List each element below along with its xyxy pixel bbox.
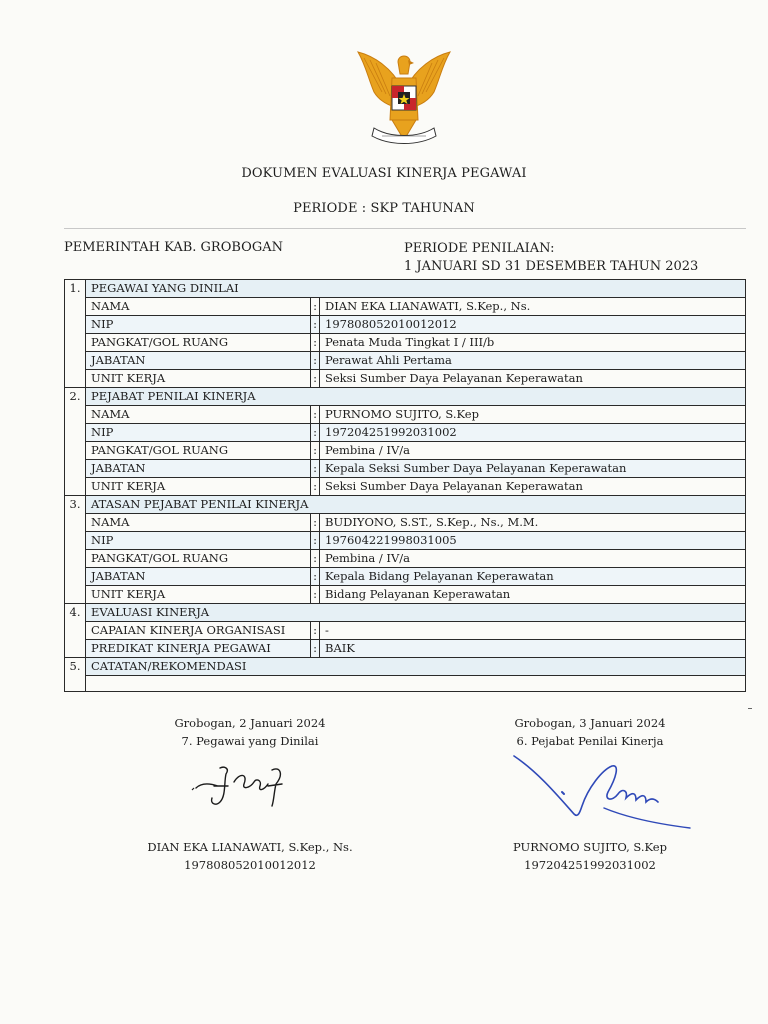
signature-left-mark (190, 762, 300, 810)
field-value: Penata Muda Tingkat I / III/b (320, 334, 746, 352)
signature-left-name: DIAN EKA LIANAWATI, S.Kep., Ns. (147, 840, 353, 854)
signature-right-role: 6. Pejabat Penilai Kinerja (516, 734, 664, 748)
field-value: Perawat Ahli Pertama (320, 352, 746, 370)
section-header (65, 388, 746, 406)
field-value: 197808052010012012 (320, 316, 746, 334)
signature-right-name: PURNOMO SUJITO, S.Kep (513, 840, 667, 854)
field-label: JABATAN (86, 460, 311, 478)
assessment-period-value: 1 JANUARI SD 31 DESEMBER TAHUN 2023 (404, 259, 699, 274)
field-colon: : (311, 640, 320, 658)
field-label: JABATAN (86, 352, 311, 370)
table-row (65, 586, 746, 604)
table-row (65, 316, 746, 334)
field-value: Seksi Sumber Daya Pelayanan Keperawatan (320, 370, 746, 388)
field-colon: : (311, 334, 320, 352)
field-label: PANGKAT/GOL RUANG (86, 550, 311, 568)
field-label: NIP (86, 532, 311, 550)
document-period: PERIODE : SKP TAHUNAN (293, 201, 475, 216)
table-row (65, 550, 746, 568)
field-colon: : (311, 442, 320, 460)
field-label: PREDIKAT KINERJA PEGAWAI (86, 640, 311, 658)
field-label: CAPAIAN KINERJA ORGANISASI (86, 622, 311, 640)
field-value: 197604221998031005 (320, 532, 746, 550)
field-label: NIP (86, 316, 311, 334)
table-row (65, 406, 746, 424)
table-row (65, 478, 746, 496)
section-title: PEJABAT PENILAI KINERJA (86, 388, 746, 406)
field-colon: : (311, 352, 320, 370)
field-value: BUDIYONO, S.ST., S.Kep., Ns., M.M. (320, 514, 746, 532)
field-value: Kepala Bidang Pelayanan Keperawatan (320, 568, 746, 586)
table-row (65, 370, 746, 388)
field-value: PURNOMO SUJITO, S.Kep (320, 406, 746, 424)
field-colon: : (311, 406, 320, 424)
section-header (65, 496, 746, 514)
field-label: UNIT KERJA (86, 478, 311, 496)
section-title: ATASAN PEJABAT PENILAI KINERJA (86, 496, 746, 514)
field-label: UNIT KERJA (86, 586, 311, 604)
notes-cell (86, 676, 746, 692)
field-label: PANGKAT/GOL RUANG (86, 442, 311, 460)
margin-mark (748, 708, 752, 709)
field-label: PANGKAT/GOL RUANG (86, 334, 311, 352)
signature-left-role: 7. Pegawai yang Dinilai (181, 734, 319, 748)
section-number: 3. (65, 496, 86, 604)
field-value: Seksi Sumber Daya Pelayanan Keperawatan (320, 478, 746, 496)
table-row (65, 298, 746, 316)
field-value: 197204251992031002 (320, 424, 746, 442)
document-title: DOKUMEN EVALUASI KINERJA PEGAWAI (241, 166, 527, 181)
field-colon: : (311, 298, 320, 316)
table-row (65, 424, 746, 442)
field-value: DIAN EKA LIANAWATI, S.Kep., Ns. (320, 298, 746, 316)
field-colon: : (311, 478, 320, 496)
section-title: CATATAN/REKOMENDASI (86, 658, 746, 676)
field-value: Pembina / IV/a (320, 550, 746, 568)
section-header (65, 604, 746, 622)
assessment-period-label: PERIODE PENILAIAN: (404, 241, 555, 256)
section-number: 4. (65, 604, 86, 658)
table-row (65, 442, 746, 460)
field-value: Kepala Seksi Sumber Daya Pelayanan Keperawatan (320, 460, 746, 478)
table-row (65, 334, 746, 352)
table-row (65, 622, 746, 640)
section-number: 5. (65, 658, 86, 692)
signature-left-header (130, 714, 370, 750)
field-colon: : (311, 586, 320, 604)
table-row (65, 352, 746, 370)
signature-right-date: Grobogan, 3 Januari 2024 (514, 716, 666, 730)
section-title: PEGAWAI YANG DINILAI (86, 280, 746, 298)
section-number: 1. (65, 280, 86, 388)
field-colon: : (311, 568, 320, 586)
field-colon: : (311, 460, 320, 478)
table-row (65, 460, 746, 478)
signature-left-footer (130, 838, 370, 874)
section-header (65, 280, 746, 298)
evaluation-table (64, 279, 746, 692)
assessment-period (404, 240, 698, 276)
field-value: Bidang Pelayanan Keperawatan (320, 586, 746, 604)
field-label: NAMA (86, 298, 311, 316)
section-number: 2. (65, 388, 86, 496)
field-label: NAMA (86, 406, 311, 424)
table-row (65, 640, 746, 658)
field-value: Pembina / IV/a (320, 442, 746, 460)
field-label: NIP (86, 424, 311, 442)
signature-right-nip: 197204251992031002 (524, 858, 656, 872)
signature-right-footer (470, 838, 710, 874)
garuda-emblem-icon (352, 48, 456, 148)
field-colon: : (311, 424, 320, 442)
field-colon: : (311, 622, 320, 640)
field-colon: : (311, 532, 320, 550)
field-label: UNIT KERJA (86, 370, 311, 388)
signature-right-header (470, 714, 710, 750)
notes-row (65, 676, 746, 692)
signature-left-nip: 197808052010012012 (184, 858, 316, 872)
section-title: EVALUASI KINERJA (86, 604, 746, 622)
government-name: PEMERINTAH KAB. GROBOGAN (64, 240, 283, 255)
field-colon: : (311, 514, 320, 532)
section-header (65, 658, 746, 676)
field-colon: : (311, 370, 320, 388)
field-label: NAMA (86, 514, 311, 532)
field-colon: : (311, 550, 320, 568)
header-divider (64, 228, 746, 229)
field-value: - (320, 622, 746, 640)
table-row (65, 514, 746, 532)
table-row (65, 532, 746, 550)
signature-left-date: Grobogan, 2 Januari 2024 (174, 716, 326, 730)
field-value: BAIK (320, 640, 746, 658)
signature-right-mark (508, 748, 698, 832)
field-colon: : (311, 316, 320, 334)
field-label: JABATAN (86, 568, 311, 586)
table-row (65, 568, 746, 586)
